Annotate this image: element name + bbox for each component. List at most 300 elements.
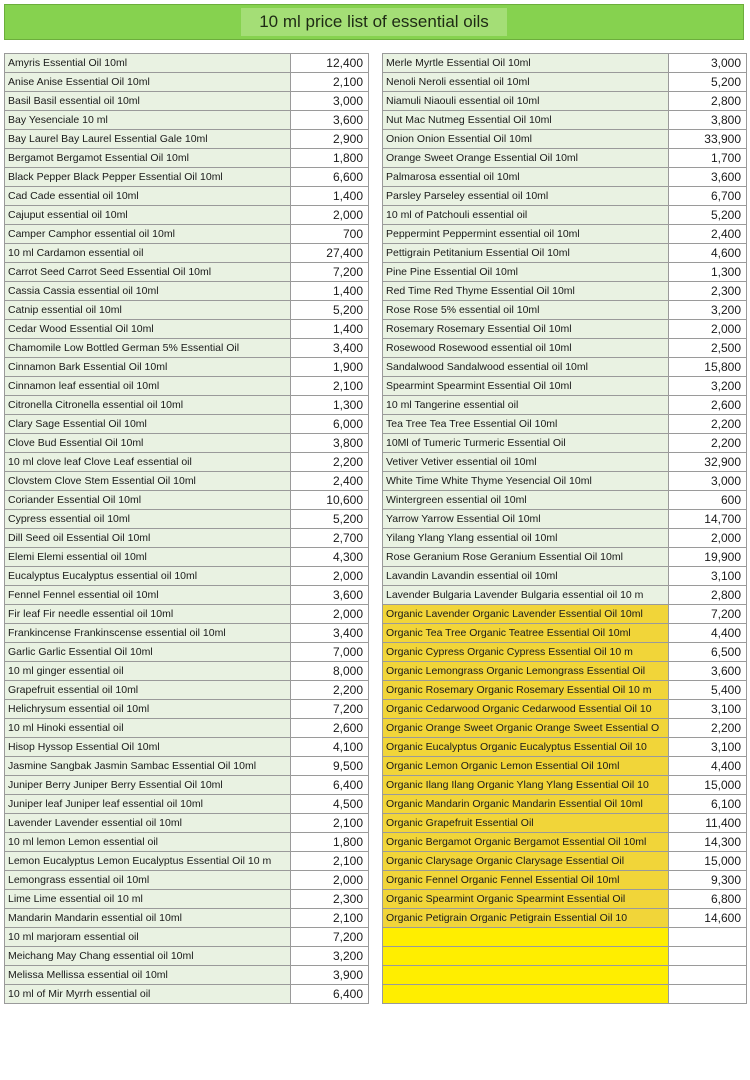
oil-name-cell: Sandalwood Sandalwood essential oil 10ml: [383, 358, 669, 377]
oil-name-cell: Organic Mandarin Organic Mandarin Essential Oil 10ml: [383, 795, 669, 814]
table-row: [383, 814, 747, 833]
table-row: [383, 73, 747, 92]
table-row: [5, 377, 369, 396]
oil-name-cell: Anise Anise Essential Oil 10ml: [5, 73, 291, 92]
table-row: [383, 985, 747, 1004]
oil-name-cell: Cinnamon Bark Essential Oil 10ml: [5, 358, 291, 377]
oil-name-cell: 10 ml of Patchouli essential oil: [383, 206, 669, 225]
oil-name-cell: Jasmine Sangbak Jasmin Sambac Essential Oil 10ml: [5, 757, 291, 776]
price-cell: 4,300: [291, 548, 369, 567]
oil-name-cell: Chamomile Low Bottled German 5% Essential Oil: [5, 339, 291, 358]
oil-name-cell: Orange Sweet Orange Essential Oil 10ml: [383, 149, 669, 168]
price-cell: 2,200: [291, 453, 369, 472]
table-row: [5, 985, 369, 1004]
price-cell: 3,600: [669, 662, 747, 681]
price-cell: 3,200: [291, 947, 369, 966]
table-row: [5, 282, 369, 301]
price-cell: 19,900: [669, 548, 747, 567]
table-row: [5, 434, 369, 453]
oil-name-cell: Bay Laurel Bay Laurel Essential Gale 10ml: [5, 130, 291, 149]
table-row: [383, 719, 747, 738]
price-cell: 1,800: [291, 833, 369, 852]
table-row: [5, 624, 369, 643]
oil-name-cell: Rosemary Rosemary Essential Oil 10ml: [383, 320, 669, 339]
oil-name-cell: Helichrysum essential oil 10ml: [5, 700, 291, 719]
table-row: [383, 358, 747, 377]
table-row: [383, 396, 747, 415]
oil-name-cell: 10 ml Hinoki essential oil: [5, 719, 291, 738]
price-cell: 3,100: [669, 567, 747, 586]
table-row: [5, 757, 369, 776]
oil-name-cell: Black Pepper Black Pepper Essential Oil 10ml: [5, 168, 291, 187]
oil-name-cell: Carrot Seed Carrot Seed Essential Oil 10ml: [5, 263, 291, 282]
table-row: [5, 719, 369, 738]
price-cell: 3,800: [291, 434, 369, 453]
table-row: [5, 871, 369, 890]
price-cell: 3,900: [291, 966, 369, 985]
price-cell: 6,800: [669, 890, 747, 909]
oil-name-cell: Cedar Wood Essential Oil 10ml: [5, 320, 291, 339]
table-row: [5, 168, 369, 187]
table-row: [5, 605, 369, 624]
table-row: [5, 206, 369, 225]
price-cell: 5,400: [669, 681, 747, 700]
price-cell: 6,100: [669, 795, 747, 814]
price-cell: [669, 928, 747, 947]
price-cell: 2,600: [291, 719, 369, 738]
table-row: [5, 301, 369, 320]
oil-name-cell: Yarrow Yarrow Essential Oil 10ml: [383, 510, 669, 529]
price-cell: 10,600: [291, 491, 369, 510]
table-row: [5, 928, 369, 947]
oil-name-cell: Basil Basil essential oil 10ml: [5, 92, 291, 111]
table-row: [5, 548, 369, 567]
oil-name-cell: Bay Yesenciale 10 ml: [5, 111, 291, 130]
price-cell: 2,000: [291, 871, 369, 890]
price-cell: 9,300: [669, 871, 747, 890]
oil-name-cell: Coriander Essential Oil 10ml: [5, 491, 291, 510]
price-cell: [669, 985, 747, 1004]
price-cell: 6,400: [291, 985, 369, 1004]
oil-name-cell: Rose Geranium Rose Geranium Essential Oil 10ml: [383, 548, 669, 567]
oil-name-cell: 10 ml Tangerine essential oil: [383, 396, 669, 415]
price-cell: 2,300: [291, 890, 369, 909]
oil-name-cell: Merle Myrtle Essential Oil 10ml: [383, 54, 669, 73]
table-row: [383, 947, 747, 966]
table-row: [383, 130, 747, 149]
table-row: [383, 529, 747, 548]
price-cell: 3,600: [291, 586, 369, 605]
table-row: [5, 396, 369, 415]
oil-name-cell: Lemongrass essential oil 10ml: [5, 871, 291, 890]
table-row: [383, 681, 747, 700]
table-row: [383, 187, 747, 206]
price-cell: 14,700: [669, 510, 747, 529]
oil-name-cell: Juniper leaf Juniper leaf essential oil 10ml: [5, 795, 291, 814]
table-row: [383, 795, 747, 814]
oil-name-cell: Organic Fennel Organic Fennel Essential Oil 10ml: [383, 871, 669, 890]
oil-name-cell: Fir leaf Fir needle essential oil 10ml: [5, 605, 291, 624]
table-row: [383, 491, 747, 510]
price-cell: 3,600: [291, 111, 369, 130]
oil-name-cell: Elemi Elemi essential oil 10ml: [5, 548, 291, 567]
price-cell: 1,300: [291, 396, 369, 415]
price-cell: 2,300: [669, 282, 747, 301]
table-row: [5, 529, 369, 548]
oil-name-cell: Organic Grapefruit Essential Oil: [383, 814, 669, 833]
table-row: [383, 282, 747, 301]
oil-name-cell: Organic Orange Sweet Organic Orange Sweet Essential O: [383, 719, 669, 738]
table-row: [383, 434, 747, 453]
oil-name-cell: Lavender Bulgaria Lavender Bulgaria essential oil 10 m: [383, 586, 669, 605]
price-cell: 6,400: [291, 776, 369, 795]
oil-name-cell: Nenoli Neroli essential oil 10ml: [383, 73, 669, 92]
table-row: [383, 890, 747, 909]
oil-name-cell: Organic Bergamot Organic Bergamot Essential Oil 10ml: [383, 833, 669, 852]
oil-name-cell: Tea Tree Tea Tree Essential Oil 10ml: [383, 415, 669, 434]
price-cell: 2,400: [669, 225, 747, 244]
table-row: [5, 643, 369, 662]
table-row: [383, 966, 747, 985]
oil-name-cell: Organic Lemongrass Organic Lemongrass Essential Oil: [383, 662, 669, 681]
table-row: [5, 244, 369, 263]
table-row: [5, 795, 369, 814]
table-row: [383, 320, 747, 339]
price-cell: 3,200: [669, 377, 747, 396]
table-row: [383, 339, 747, 358]
oil-name-cell: Niamuli Niaouli essential oil 10ml: [383, 92, 669, 111]
price-cell: 12,400: [291, 54, 369, 73]
table-row: [5, 814, 369, 833]
oil-name-cell: Wintergreen essential oil 10ml: [383, 491, 669, 510]
oil-name-cell: Lime Lime essential oil 10 ml: [5, 890, 291, 909]
table-row: [5, 947, 369, 966]
oil-name-cell: Garlic Garlic Essential Oil 10ml: [5, 643, 291, 662]
price-cell: 4,500: [291, 795, 369, 814]
price-cell: 3,600: [669, 168, 747, 187]
oil-name-cell: 10 ml ginger essential oil: [5, 662, 291, 681]
oil-name-cell: [383, 985, 669, 1004]
table-row: [383, 168, 747, 187]
oil-name-cell: White Time White Thyme Yesencial Oil 10ml: [383, 472, 669, 491]
oil-name-cell: 10 ml of Mir Myrrh essential oil: [5, 985, 291, 1004]
oil-name-cell: Organic Tea Tree Organic Teatree Essential Oil 10ml: [383, 624, 669, 643]
price-cell: 8,000: [291, 662, 369, 681]
table-row: [5, 54, 369, 73]
oil-name-cell: Organic Cedarwood Organic Cedarwood Essential Oil 10: [383, 700, 669, 719]
oil-name-cell: Rose Rose 5% essential oil 10ml: [383, 301, 669, 320]
table-row: [383, 415, 747, 434]
table-row: [383, 111, 747, 130]
price-cell: 4,100: [291, 738, 369, 757]
price-cell: 14,600: [669, 909, 747, 928]
price-cell: 2,100: [291, 909, 369, 928]
oil-name-cell: Organic Ilang Ilang Organic Ylang Ylang Essential Oil 10: [383, 776, 669, 795]
oil-name-cell: Pettigrain Petitanium Essential Oil 10ml: [383, 244, 669, 263]
price-cell: 7,200: [291, 263, 369, 282]
price-cell: 4,400: [669, 757, 747, 776]
table-row: [5, 73, 369, 92]
oil-name-cell: Nut Mac Nutmeg Essential Oil 10ml: [383, 111, 669, 130]
price-cell: 1,400: [291, 282, 369, 301]
table-row: [383, 700, 747, 719]
table-row: [383, 244, 747, 263]
oil-name-cell: Organic Lemon Organic Lemon Essential Oil 10ml: [383, 757, 669, 776]
oil-name-cell: Mandarin Mandarin essential oil 10ml: [5, 909, 291, 928]
oil-name-cell: Meichang May Chang essential oil 10ml: [5, 947, 291, 966]
oil-name-cell: 10 ml marjoram essential oil: [5, 928, 291, 947]
right-price-table: [382, 53, 747, 1004]
oil-name-cell: Camper Camphor essential oil 10ml: [5, 225, 291, 244]
table-row: [5, 510, 369, 529]
price-cell: 6,500: [669, 643, 747, 662]
price-cell: 1,900: [291, 358, 369, 377]
oil-name-cell: Spearmint Spearmint Essential Oil 10ml: [383, 377, 669, 396]
title-banner: [4, 4, 744, 40]
price-cell: 2,100: [291, 852, 369, 871]
price-cell: 15,800: [669, 358, 747, 377]
price-cell: [669, 947, 747, 966]
price-cell: 15,000: [669, 776, 747, 795]
oil-name-cell: Lavandin Lavandin essential oil 10ml: [383, 567, 669, 586]
price-cell: 4,600: [669, 244, 747, 263]
price-cell: 7,200: [669, 605, 747, 624]
oil-name-cell: Organic Petigrain Organic Petigrain Essential Oil 10: [383, 909, 669, 928]
table-row: [5, 472, 369, 491]
price-cell: 1,400: [291, 320, 369, 339]
table-row: [5, 586, 369, 605]
price-cell: 32,900: [669, 453, 747, 472]
price-cell: 3,100: [669, 738, 747, 757]
price-cell: 3,400: [291, 624, 369, 643]
table-row: [383, 624, 747, 643]
price-cell: 2,600: [669, 396, 747, 415]
oil-name-cell: Organic Spearmint Organic Spearmint Essential Oil: [383, 890, 669, 909]
price-cell: 6,700: [669, 187, 747, 206]
table-row: [5, 681, 369, 700]
price-cell: 3,000: [669, 54, 747, 73]
price-cell: 3,000: [669, 472, 747, 491]
oil-name-cell: Clovstem Clove Stem Essential Oil 10ml: [5, 472, 291, 491]
price-cell: 2,200: [669, 415, 747, 434]
price-cell: 3,400: [291, 339, 369, 358]
price-cell: 1,300: [669, 263, 747, 282]
oil-name-cell: Organic Rosemary Organic Rosemary Essential Oil 10 m: [383, 681, 669, 700]
oil-name-cell: Melissa Mellissa essential oil 10ml: [5, 966, 291, 985]
table-row: [383, 909, 747, 928]
oil-name-cell: Citronella Citronella essential oil 10ml: [5, 396, 291, 415]
price-cell: 7,200: [291, 928, 369, 947]
price-cell: 2,000: [669, 320, 747, 339]
oil-name-cell: Onion Onion Essential Oil 10ml: [383, 130, 669, 149]
table-row: [383, 225, 747, 244]
table-row: [5, 833, 369, 852]
table-row: [5, 358, 369, 377]
table-row: [5, 339, 369, 358]
table-row: [5, 491, 369, 510]
oil-name-cell: Parsley Parseley essential oil 10ml: [383, 187, 669, 206]
price-cell: 9,500: [291, 757, 369, 776]
table-row: [383, 605, 747, 624]
price-cell: 2,800: [669, 92, 747, 111]
price-cell: 3,200: [669, 301, 747, 320]
price-cell: 2,000: [669, 529, 747, 548]
oil-name-cell: Organic Eucalyptus Organic Eucalyptus Essential Oil 10: [383, 738, 669, 757]
table-row: [383, 643, 747, 662]
price-cell: 1,700: [669, 149, 747, 168]
price-cell: 5,200: [669, 206, 747, 225]
oil-name-cell: Frankincense Frankinscense essential oil 10ml: [5, 624, 291, 643]
price-cell: 14,300: [669, 833, 747, 852]
oil-name-cell: Bergamot Bergamot Essential Oil 10ml: [5, 149, 291, 168]
table-row: [5, 890, 369, 909]
price-cell: 15,000: [669, 852, 747, 871]
oil-name-cell: 10 ml Cardamon essential oil: [5, 244, 291, 263]
table-row: [5, 662, 369, 681]
page-title: 10 ml price list of essential oils: [241, 8, 507, 36]
table-row: [5, 320, 369, 339]
table-row: [383, 206, 747, 225]
table-row: [5, 567, 369, 586]
price-cell: 3,800: [669, 111, 747, 130]
price-cell: 2,000: [291, 605, 369, 624]
table-row: [383, 662, 747, 681]
price-cell: 2,800: [669, 586, 747, 605]
oil-name-cell: Cassia Cassia essential oil 10ml: [5, 282, 291, 301]
price-cell: 2,100: [291, 814, 369, 833]
table-row: [383, 149, 747, 168]
oil-name-cell: Organic Lavender Organic Lavender Essential Oil 10ml: [383, 605, 669, 624]
table-row: [5, 111, 369, 130]
oil-name-cell: [383, 928, 669, 947]
table-row: [383, 757, 747, 776]
price-cell: 6,600: [291, 168, 369, 187]
table-row: [383, 263, 747, 282]
left-price-table: [4, 53, 369, 1004]
oil-name-cell: Peppermint Peppermint essential oil 10ml: [383, 225, 669, 244]
oil-name-cell: Lavender Lavender essential oil 10ml: [5, 814, 291, 833]
table-row: [5, 149, 369, 168]
table-row: [383, 301, 747, 320]
oil-name-cell: Dill Seed oil Essential Oil 10ml: [5, 529, 291, 548]
oil-name-cell: Pine Pine Essential Oil 10ml: [383, 263, 669, 282]
price-cell: 600: [669, 491, 747, 510]
price-cell: 3,100: [669, 700, 747, 719]
oil-name-cell: Rosewood Rosewood essential oil 10ml: [383, 339, 669, 358]
table-row: [383, 92, 747, 111]
price-cell: 5,200: [669, 73, 747, 92]
oil-name-cell: Cypress essential oil 10ml: [5, 510, 291, 529]
table-row: [383, 510, 747, 529]
table-row: [383, 776, 747, 795]
oil-name-cell: Eucalyptus Eucalyptus essential oil 10ml: [5, 567, 291, 586]
oil-name-cell: Cinnamon leaf essential oil 10ml: [5, 377, 291, 396]
price-cell: 2,100: [291, 73, 369, 92]
price-cell: 7,000: [291, 643, 369, 662]
price-cell: 33,900: [669, 130, 747, 149]
oil-name-cell: Organic Clarysage Organic Clarysage Essential Oil: [383, 852, 669, 871]
oil-name-cell: Yilang Ylang Ylang essential oil 10ml: [383, 529, 669, 548]
price-cell: 2,200: [669, 719, 747, 738]
price-cell: 27,400: [291, 244, 369, 263]
price-cell: 2,400: [291, 472, 369, 491]
price-cell: [669, 966, 747, 985]
table-row: [5, 130, 369, 149]
table-row: [5, 966, 369, 985]
table-row: [383, 852, 747, 871]
table-row: [5, 263, 369, 282]
oil-name-cell: Lemon Eucalyptus Lemon Eucalyptus Essential Oil 10 m: [5, 852, 291, 871]
table-row: [383, 567, 747, 586]
table-row: [5, 187, 369, 206]
price-cell: 2,200: [669, 434, 747, 453]
oil-name-cell: Fennel Fennel essential oil 10ml: [5, 586, 291, 605]
table-row: [383, 472, 747, 491]
price-cell: 2,200: [291, 681, 369, 700]
table-row: [383, 586, 747, 605]
table-row: [383, 453, 747, 472]
oil-name-cell: Palmarosa essential oil 10ml: [383, 168, 669, 187]
price-cell: 2,000: [291, 206, 369, 225]
table-row: [383, 738, 747, 757]
price-cell: 5,200: [291, 301, 369, 320]
table-row: [5, 776, 369, 795]
price-cell: 1,400: [291, 187, 369, 206]
price-cell: 7,200: [291, 700, 369, 719]
price-cell: 2,700: [291, 529, 369, 548]
table-row: [5, 415, 369, 434]
oil-name-cell: [383, 966, 669, 985]
oil-name-cell: Cad Cade essential oil 10ml: [5, 187, 291, 206]
oil-name-cell: [383, 947, 669, 966]
price-cell: 1,800: [291, 149, 369, 168]
oil-name-cell: 10 ml lemon Lemon essential oil: [5, 833, 291, 852]
price-cell: 2,100: [291, 377, 369, 396]
oil-name-cell: Vetiver Vetiver essential oil 10ml: [383, 453, 669, 472]
oil-name-cell: Amyris Essential Oil 10ml: [5, 54, 291, 73]
price-cell: 4,400: [669, 624, 747, 643]
table-row: [383, 871, 747, 890]
table-row: [383, 377, 747, 396]
oil-name-cell: Cajuput essential oil 10ml: [5, 206, 291, 225]
oil-name-cell: 10Ml of Tumeric Turmeric Essential Oil: [383, 434, 669, 453]
oil-name-cell: Organic Cypress Organic Cypress Essential Oil 10 m: [383, 643, 669, 662]
oil-name-cell: Clove Bud Essential Oil 10ml: [5, 434, 291, 453]
table-row: [383, 928, 747, 947]
price-cell: 5,200: [291, 510, 369, 529]
table-row: [5, 92, 369, 111]
price-cell: 6,000: [291, 415, 369, 434]
price-cell: 2,000: [291, 567, 369, 586]
table-row: [5, 738, 369, 757]
table-row: [383, 54, 747, 73]
oil-name-cell: Juniper Berry Juniper Berry Essential Oil 10ml: [5, 776, 291, 795]
table-row: [5, 225, 369, 244]
oil-name-cell: Catnip essential oil 10ml: [5, 301, 291, 320]
table-row: [383, 833, 747, 852]
price-cell: 700: [291, 225, 369, 244]
table-row: [383, 548, 747, 567]
table-row: [5, 700, 369, 719]
oil-name-cell: Clary Sage Essential Oil 10ml: [5, 415, 291, 434]
oil-name-cell: 10 ml clove leaf Clove Leaf essential oil: [5, 453, 291, 472]
table-row: [5, 909, 369, 928]
oil-name-cell: Hisop Hyssop Essential Oil 10ml: [5, 738, 291, 757]
price-cell: 3,000: [291, 92, 369, 111]
table-row: [5, 453, 369, 472]
price-cell: 11,400: [669, 814, 747, 833]
price-cell: 2,500: [669, 339, 747, 358]
